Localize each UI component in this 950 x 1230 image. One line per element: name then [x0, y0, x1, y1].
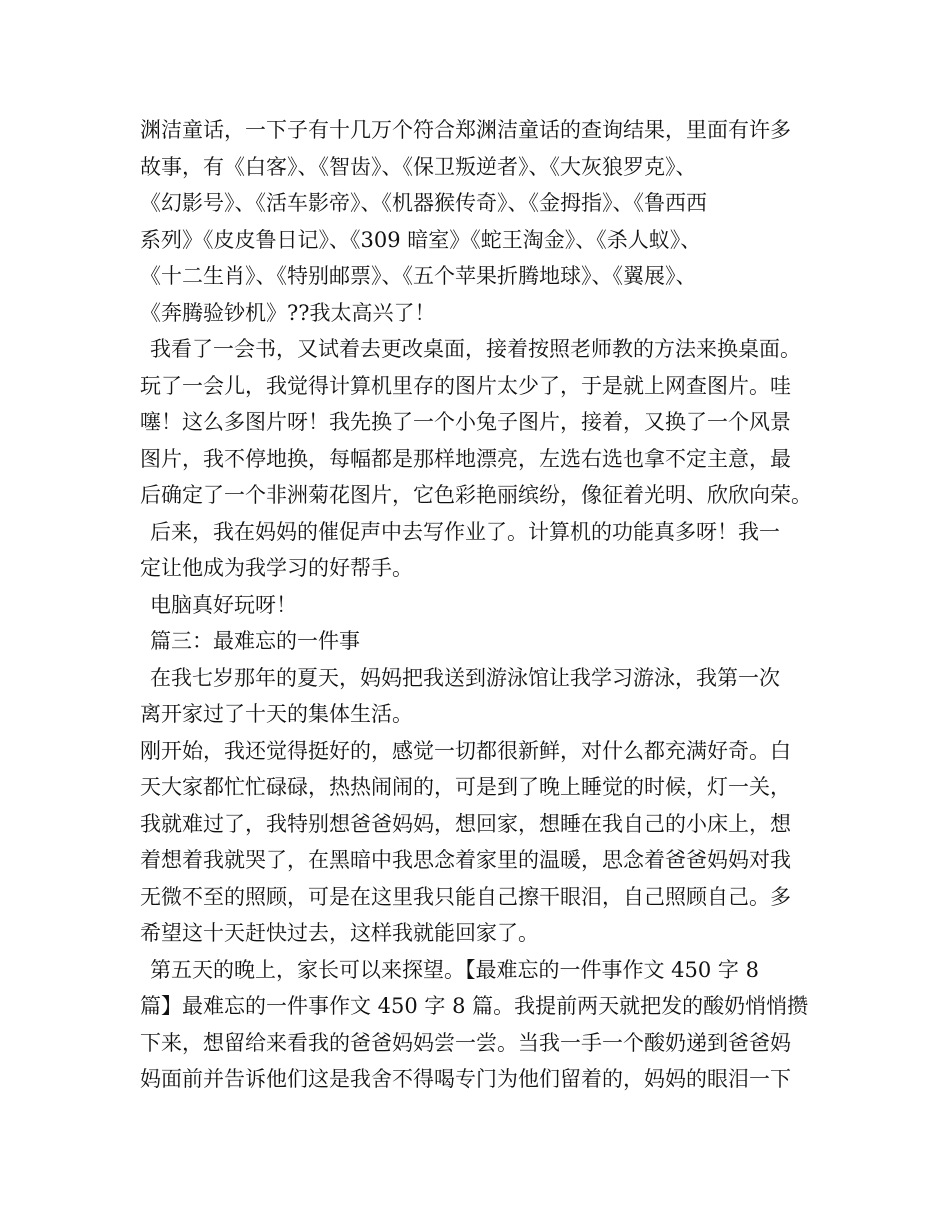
text-line: 我看了一会书，又试着去更改桌面，接着按照老师教的方法来换桌面。	[150, 337, 801, 361]
text-line: 我就难过了，我特别想爸爸妈妈，想回家，想睡在我自己的小床上，想	[140, 811, 791, 836]
text-line: 图片，我不停地换，每幅都是那样地漂亮，左选右选也拿不定主意，最	[140, 446, 791, 471]
text-line: 《幻影号》、《活车影帝》、《机器猴传奇》、《金拇指》、《鲁西西	[140, 191, 707, 215]
text-line: 篇】最难忘的一件事作文 450 字 8 篇。我提前两天就把发的酸奶悄悄攒	[140, 994, 809, 1018]
text-line: 刚开始，我还觉得挺好的，感觉一切都很新鲜，对什么都充满好奇。白	[140, 738, 791, 763]
text-line: 后来，我在妈妈的催促声中去写作业了。计算机的功能真多呀！我一	[150, 519, 780, 544]
text-line: 后确定了一个非洲菊花图片，它色彩艳丽缤纷，像征着光明、欣欣向荣。	[140, 483, 812, 507]
text-line: 无微不至的照顾，可是在这里我只能自己擦干眼泪，自己照顾自己。多	[140, 884, 791, 909]
document-page	[140, 112, 820, 1098]
text-line: 《奔腾验钞机》??我太高兴了！	[140, 300, 436, 325]
text-line: 妈面前并告诉他们这是我舍不得喝专门为他们留着的，妈妈的眼泪一下	[140, 1067, 791, 1091]
text-line: 天大家都忙忙碌碌，热热闹闹的，可是到了晚上睡觉的时候，灯一关，	[140, 775, 791, 799]
text-line: 离开家过了十天的集体生活。	[140, 702, 413, 726]
text-line: 电脑真好玩呀！	[150, 592, 297, 617]
text-line: 系列》《皮皮鲁日记》、《309 暗室》《蛇王淘金》、《杀人蚁》、	[140, 227, 702, 252]
text-line: 第五天的晚上，家长可以来探望。【最难忘的一件事作文 450 字 8	[150, 957, 759, 982]
text-line: 故事，有《白客》、《智齿》、《保卫叛逆者》、《大灰狼罗克》、	[140, 154, 697, 179]
text-line: 定让他成为我学习的好帮手。	[140, 556, 413, 580]
text-line: 噻！这么多图片呀！我先换了一个小兔子图片，接着，又换了一个风景	[140, 410, 791, 434]
text-line: 玩了一会儿，我觉得计算机里存的图片太少了，于是就上网查图片。哇	[140, 373, 791, 398]
text-line: 下来，想留给来看我的爸爸妈妈尝一尝。当我一手一个酸奶递到爸爸妈	[140, 1030, 791, 1055]
text-line: 希望这十天赶快过去，这样我就能回家了。	[140, 921, 539, 945]
text-line: 《十二生肖》、《特别邮票》、《五个苹果折腾地球》、《翼展》、	[140, 264, 697, 288]
section-heading: 篇三：最难忘的一件事	[150, 629, 360, 653]
text-line: 渊洁童话，一下子有十几万个符合郑渊洁童话的查询结果，里面有许多	[140, 118, 791, 142]
text-line: 着想着我就哭了，在黑暗中我思念着家里的温暖，思念着爸爸妈妈对我	[140, 848, 791, 872]
text-line: 在我七岁那年的夏天，妈妈把我送到游泳馆让我学习游泳，我第一次	[150, 665, 780, 690]
